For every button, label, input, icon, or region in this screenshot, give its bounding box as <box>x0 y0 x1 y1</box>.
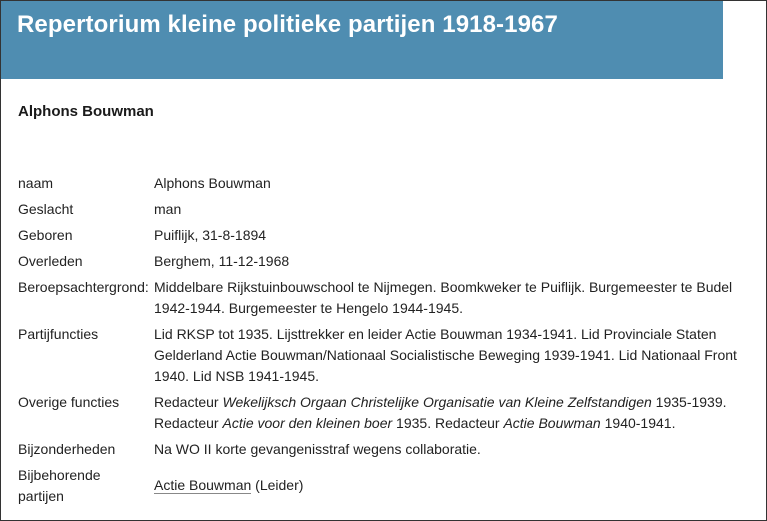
row-overige-functies <box>18 392 748 439</box>
value-geboren: Puiflijk, 31-8-1894 <box>154 227 267 243</box>
label-bijzonderheden: Bijzonderheden <box>18 441 116 457</box>
overige-title-wekelijksch-orgaan: Wekelijksch Orgaan Christelijke Organisatie van Kleine Zelfstandigen <box>222 394 652 410</box>
row-beroepsachtergrond <box>18 277 748 324</box>
label-overleden: Overleden <box>18 253 83 269</box>
value-bijbehorende-partijen <box>154 465 748 512</box>
value-overleden: Berghem, 11-12-1968 <box>154 253 290 269</box>
overige-text-1: Redacteur <box>154 394 223 410</box>
label-bijbehorende-line1: Bijbehorende <box>18 467 101 483</box>
row-overleden <box>18 251 748 277</box>
label-bijbehorende-line2: partijen <box>18 488 64 504</box>
row-partijfuncties <box>18 324 748 392</box>
value-partijfuncties: Lid RKSP tot 1935. Lijsttrekker en leider Actie Bouwman 1934-1941. Lid Provinciale Staten Gelderland Actie Bouwman/Nationaal Socialistische Beweging 1939-1941. Lid Nationaal Front 1940. Lid NSB 1941-1945. <box>154 326 737 384</box>
label-geboren: Geboren <box>18 227 73 243</box>
label-bijbehorende-partijen <box>18 465 154 512</box>
overige-title-actie-bouwman: Actie Bouwman <box>503 415 601 431</box>
value-beroepsachtergrond: Middelbare Rijkstuinbouwschool te Nijmegen. Boomkweker te Puiflijk. Burgemeester te Budel 1942-1944. Burgemeester te Hengelo 1944-1945. <box>154 279 733 316</box>
overige-text-3: 1935. Redacteur <box>392 415 504 431</box>
row-bijzonderheden <box>18 439 748 465</box>
site-header <box>1 1 723 79</box>
value-geslacht: man <box>154 201 182 217</box>
value-overige-functies <box>154 392 748 439</box>
overige-text-2: 1935-1939. Redacteur <box>154 394 727 431</box>
party-link-actie-bouwman[interactable]: Actie Bouwman <box>154 477 252 493</box>
overige-text-4: 1940-1941. <box>600 415 676 431</box>
label-beroepsachtergrond: Beroepsachtergrond: <box>18 279 149 295</box>
label-naam: naam <box>18 175 54 191</box>
label-overige-functies: Overige functies <box>18 394 120 410</box>
overige-title-actie-kleinen-boer: Actie voor den kleinen boer <box>222 415 393 431</box>
site-title[interactable]: Repertorium kleine politieke partijen 1918-1967 <box>17 11 558 38</box>
person-name-heading: Alphons Bouwman <box>18 103 154 120</box>
row-naam <box>18 173 748 199</box>
label-partijfuncties: Partijfuncties <box>18 326 99 342</box>
row-geboren <box>18 225 748 251</box>
value-naam: Alphons Bouwman <box>154 175 271 191</box>
row-bijbehorende-partijen <box>18 465 748 512</box>
person-details-table <box>18 173 748 512</box>
party-role: (Leider) <box>251 477 304 493</box>
label-geslacht: Geslacht <box>18 201 74 217</box>
value-bijzonderheden: Na WO II korte gevangenisstraf wegens collaboratie. <box>154 441 481 457</box>
row-geslacht <box>18 199 748 225</box>
